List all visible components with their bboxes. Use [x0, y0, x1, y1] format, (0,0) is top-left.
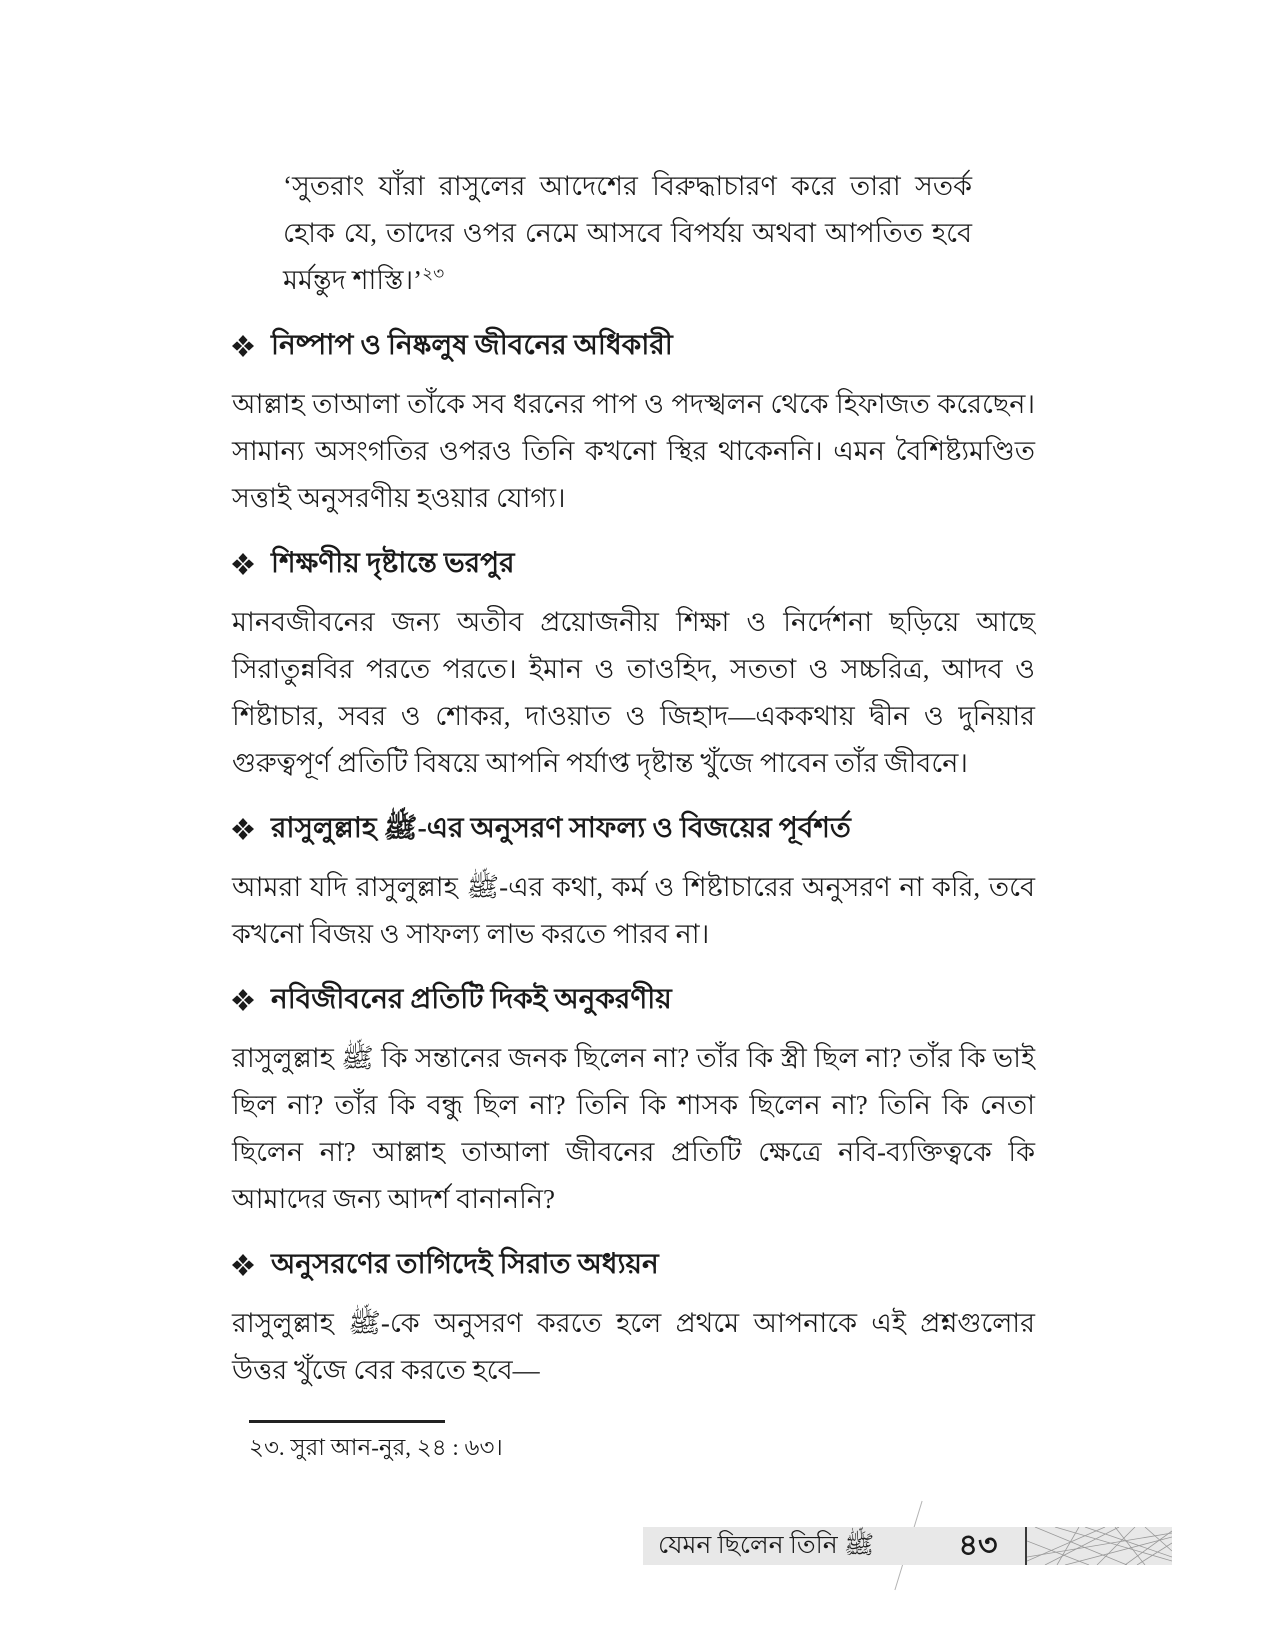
four-diamonds-bullet-icon: [232, 1254, 254, 1276]
body-paragraph: আমরা যদি রাসুলুল্লাহ ﷺ-এর কথা, কর্ম ও শিষ্টাচারের অনুসরণ না করি, তবে কখনো বিজয় ও সাফল্য লাভ করতে পারব না।: [232, 872, 1035, 949]
section-heading-text: রাসুলুল্লাহ ﷺ-এর অনুসরণ সাফল্য ও বিজয়ের পূর্বশর্ত: [271, 813, 851, 844]
section-heading: [232, 540, 1035, 587]
footnote-reference: ২৩: [422, 264, 445, 283]
footnote-text: ২৩. সুরা আন-নুর, ২৪ : ৬৩।: [249, 1435, 503, 1460]
body-paragraph: রাসুলুল্লাহ ﷺ-কে অনুসরণ করতে হলে প্রথমে আপনাকে এই প্রশ্নগুলোর উত্তর খুঁজে বের করতে হবে—: [232, 1308, 1035, 1385]
four-diamonds-bullet-icon: [232, 989, 254, 1011]
four-diamonds-bullet-icon: [232, 553, 254, 575]
section-heading: [232, 976, 1035, 1023]
section-heading: [232, 805, 1035, 852]
body-paragraph: রাসুলুল্লাহ ﷺ কি সন্তানের জনক ছিলেন না? তাঁর কি স্ত্রী ছিল না? তাঁর কি ভাই ছিল না? তাঁর কি বন্ধু ছিল না? তিনি কি শাসক ছিলেন না? তিনি কি নেতা ছিলেন না? আল্লাহ তাআলা জীবনের প্রতিটি ক্ষেত্রে নবি-ব্যক্তিত্বকে কি আমাদের জন্য আদর্শ বানাননি?: [232, 1043, 1036, 1214]
footnote-divider: [249, 1420, 445, 1423]
footer-bar: [643, 1527, 1172, 1565]
section-heading-text: নবিজীবনের প্রতিটি দিকই অনুকরণীয়: [271, 984, 672, 1015]
section-heading-text: শিক্ষণীয় দৃষ্টান্তে ভরপুর: [271, 548, 515, 579]
footer-book-title: যেমন ছিলেন তিনি ﷺ: [658, 1532, 875, 1559]
section-heading-text: নিষ্পাপ ও নিষ্কলুষ জীবনের অধিকারী: [271, 330, 673, 361]
page-number: ৪৩: [958, 1529, 998, 1562]
footnote-area: [232, 1420, 1035, 1465]
crossing-lines-decoration-icon: [1027, 1527, 1172, 1565]
four-diamonds-bullet-icon: [232, 818, 254, 840]
four-diamonds-bullet-icon: [232, 335, 254, 357]
body-paragraph: মানবজীবনের জন্য অতীব প্রয়োজনীয় শিক্ষা ও নির্দেশনা ছড়িয়ে আছে সিরাতুন্নবির পরতে পরতে। ইমান ও তাওহিদ, সততা ও সচ্চরিত্র, আদব ও শিষ্টাচার, সবর ও শোকর, দাওয়াত ও জিহাদ—এককথায় দ্বীন ও দুনিয়ার গুরুত্বপূর্ণ প্রতিটি বিষয়ে আপনি পর্যাপ্ত দৃষ্টান্ত খুঁজে পাবেন তাঁর জীবনে।: [232, 607, 1035, 778]
verse-quote: [283, 163, 972, 304]
footer-lines-pattern: [1027, 1527, 1172, 1565]
section-heading: [232, 1241, 1035, 1288]
section-heading-text: অনুসরণের তাগিদেই সিরাত অধ্যয়ন: [271, 1249, 659, 1280]
section-heading: [232, 322, 1035, 369]
body-paragraph: আল্লাহ তাআলা তাঁকে সব ধরনের পাপ ও পদস্খলন থেকে হিফাজত করেছেন। সামান্য অসংগতির ওপরও তিনি কখনো স্থির থাকেননি। এমন বৈশিষ্ট্যমণ্ডিত সত্তাই অনুসরণীয় হওয়ার যোগ্য।: [232, 389, 1035, 513]
verse-quote-text: ‘সুতরাং যাঁরা রাসুলের আদেশের বিরুদ্ধাচারণ করে তারা সতর্ক হোক যে, তাদের ওপর নেমে আসবে বিপর্যয় অথবা আপতিত হবে মর্মন্তুদ শাস্তি।’: [283, 171, 972, 295]
